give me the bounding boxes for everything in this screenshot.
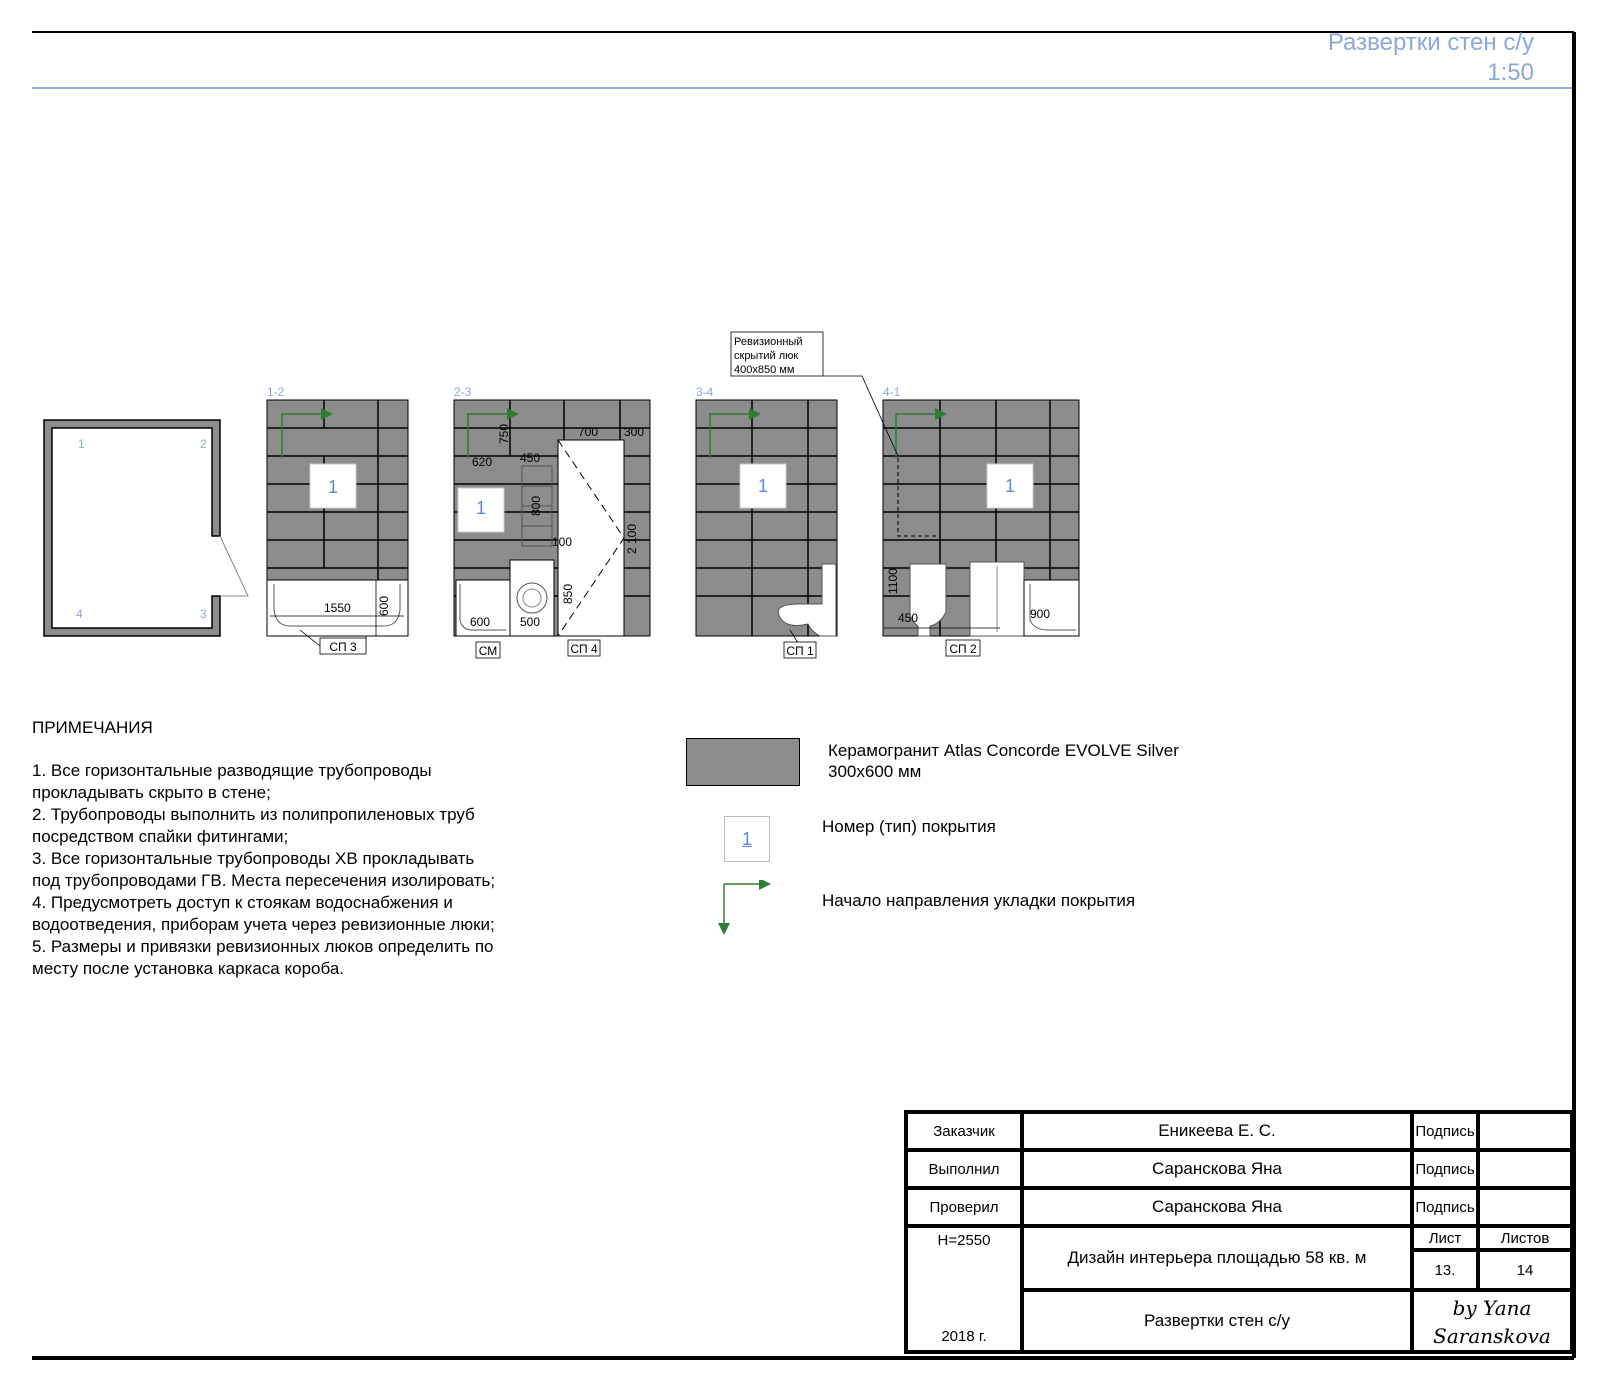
note-line: прокладывать скрыто в стене; [32, 783, 271, 802]
note-line: 2. Трубопроводы выполнить из полипропиленовых труб [32, 805, 475, 824]
note-line: под трубопроводами ГВ. Места пересечения изолировать; [32, 871, 496, 890]
note-line: 1. Все горизонтальные разводящие трубопроводы [32, 761, 432, 780]
finish-type-badge: 1 [327, 477, 339, 497]
elevation-id: 1-2 [267, 385, 285, 399]
legend-finish-label: Номер (тип) покрытия [822, 817, 996, 836]
callout-label: СП 3 [329, 640, 357, 654]
dimension-label: 620 [472, 455, 493, 469]
author-signature-mark [1414, 1294, 1570, 1350]
dimension-label: 700 [578, 425, 599, 439]
elevation-1-2 [267, 385, 408, 654]
elevation-id: 2-3 [454, 385, 472, 399]
dimension-label: 2 100 [625, 523, 639, 554]
author-mark-line: Saranskova [1433, 1324, 1551, 1348]
checker-label: Проверил [929, 1198, 999, 1216]
project-title: Дизайн интерьера площадью 58 кв. м [1067, 1248, 1367, 1267]
note-line: 3. Все горизонтальные трубопроводы ХВ прокладывать [32, 849, 475, 868]
note-line: водоотведения, приборам учета через ревизионные люки; [32, 915, 495, 934]
signature-label: Подпись [1415, 1122, 1475, 1140]
legend-material-name: Керамогранит Atlas Concorde EVOLVE Silver [828, 741, 1179, 760]
dimension-label: 750 [497, 423, 511, 444]
note-line: 4. Предусмотреть доступ к стоякам водоснабжения и [32, 893, 453, 912]
note-line: месту после установка каркаса короба. [32, 959, 345, 978]
notes-list [32, 760, 552, 980]
dimension-label: 850 [561, 583, 575, 604]
dimension-label: 450 [898, 611, 919, 625]
sheet-label: Лист [1428, 1229, 1462, 1247]
sheet-number: 13. [1434, 1261, 1456, 1279]
performer-name: Саранскова Яна [1152, 1159, 1282, 1178]
callout-label: СМ [478, 644, 498, 658]
plan-corner-1: 1 [78, 437, 85, 451]
dimension-label: 1550 [324, 601, 351, 615]
plan-corner-2: 2 [200, 437, 207, 451]
legend-finish-badge: 1 [724, 816, 770, 862]
elevation-id: 4-1 [883, 385, 901, 399]
notes-title: ПРИМЕЧАНИЯ [32, 718, 153, 737]
performer-label: Выполнил [928, 1160, 1000, 1178]
dimension-label: 100 [552, 535, 573, 549]
finish-type-badge: 1 [1004, 476, 1016, 496]
project-year: 2018 г. [941, 1327, 987, 1345]
callout-label: СП 2 [949, 642, 977, 656]
elevation-3-4 [696, 385, 837, 658]
hatch-note-line: Ревизионный [734, 336, 803, 348]
room-height: H=2550 [937, 1231, 991, 1249]
author-mark-line: by Yana [1452, 1296, 1532, 1320]
callout-label: СП 1 [786, 644, 814, 658]
checker-name: Саранскова Яна [1152, 1197, 1282, 1216]
hatch-note-line: 400x850 мм [734, 364, 795, 376]
dimension-label: 800 [529, 495, 543, 516]
plan-corner-3: 3 [200, 607, 207, 621]
sheet-scale: 1:50 [1487, 59, 1534, 86]
finish-type-badge: 1 [757, 476, 769, 496]
callout-label: СП 4 [570, 642, 598, 656]
elevation-id: 3-4 [696, 385, 714, 399]
dimension-label: 600 [377, 595, 391, 616]
hatch-note-line: скрытий люк [734, 350, 799, 362]
dimension-label: 500 [520, 615, 541, 629]
note-line: 5. Размеры и привязки ревизионных люков определить по [32, 937, 494, 956]
sheets-label: Листов [1500, 1229, 1550, 1247]
elevation-2-3 [454, 385, 650, 658]
signature-label: Подпись [1415, 1198, 1475, 1216]
finish-type-badge: 1 [475, 498, 487, 518]
sheet-name: Развертки стен с/у [1143, 1311, 1291, 1330]
legend-direction-label: Начало направления укладки покрытия [822, 891, 1136, 910]
dimension-label: 1100 [886, 568, 900, 594]
customer-label: Заказчик [933, 1122, 995, 1140]
dimension-label: 900 [1030, 607, 1051, 621]
signature-label: Подпись [1415, 1160, 1475, 1178]
dimension-label: 600 [470, 615, 491, 629]
dimension-label: 450 [520, 451, 541, 465]
legend-material-size: 300x600 мм [828, 762, 922, 781]
elevation-4-1 [883, 385, 1079, 656]
customer-name: Еникеева Е. С. [1158, 1121, 1276, 1140]
legend-tile-swatch [686, 738, 800, 786]
title-block [904, 1110, 1574, 1354]
note-line: посредством спайки фитингами; [32, 827, 289, 846]
floor-plan [44, 420, 248, 636]
sheets-total: 14 [1516, 1261, 1534, 1279]
laying-direction-arrow-icon [716, 880, 776, 940]
sheet-title: Развертки стен с/у [1327, 29, 1534, 56]
plan-corner-4: 4 [76, 607, 83, 621]
dimension-label: 300 [624, 425, 645, 439]
legend-material [828, 740, 1179, 782]
